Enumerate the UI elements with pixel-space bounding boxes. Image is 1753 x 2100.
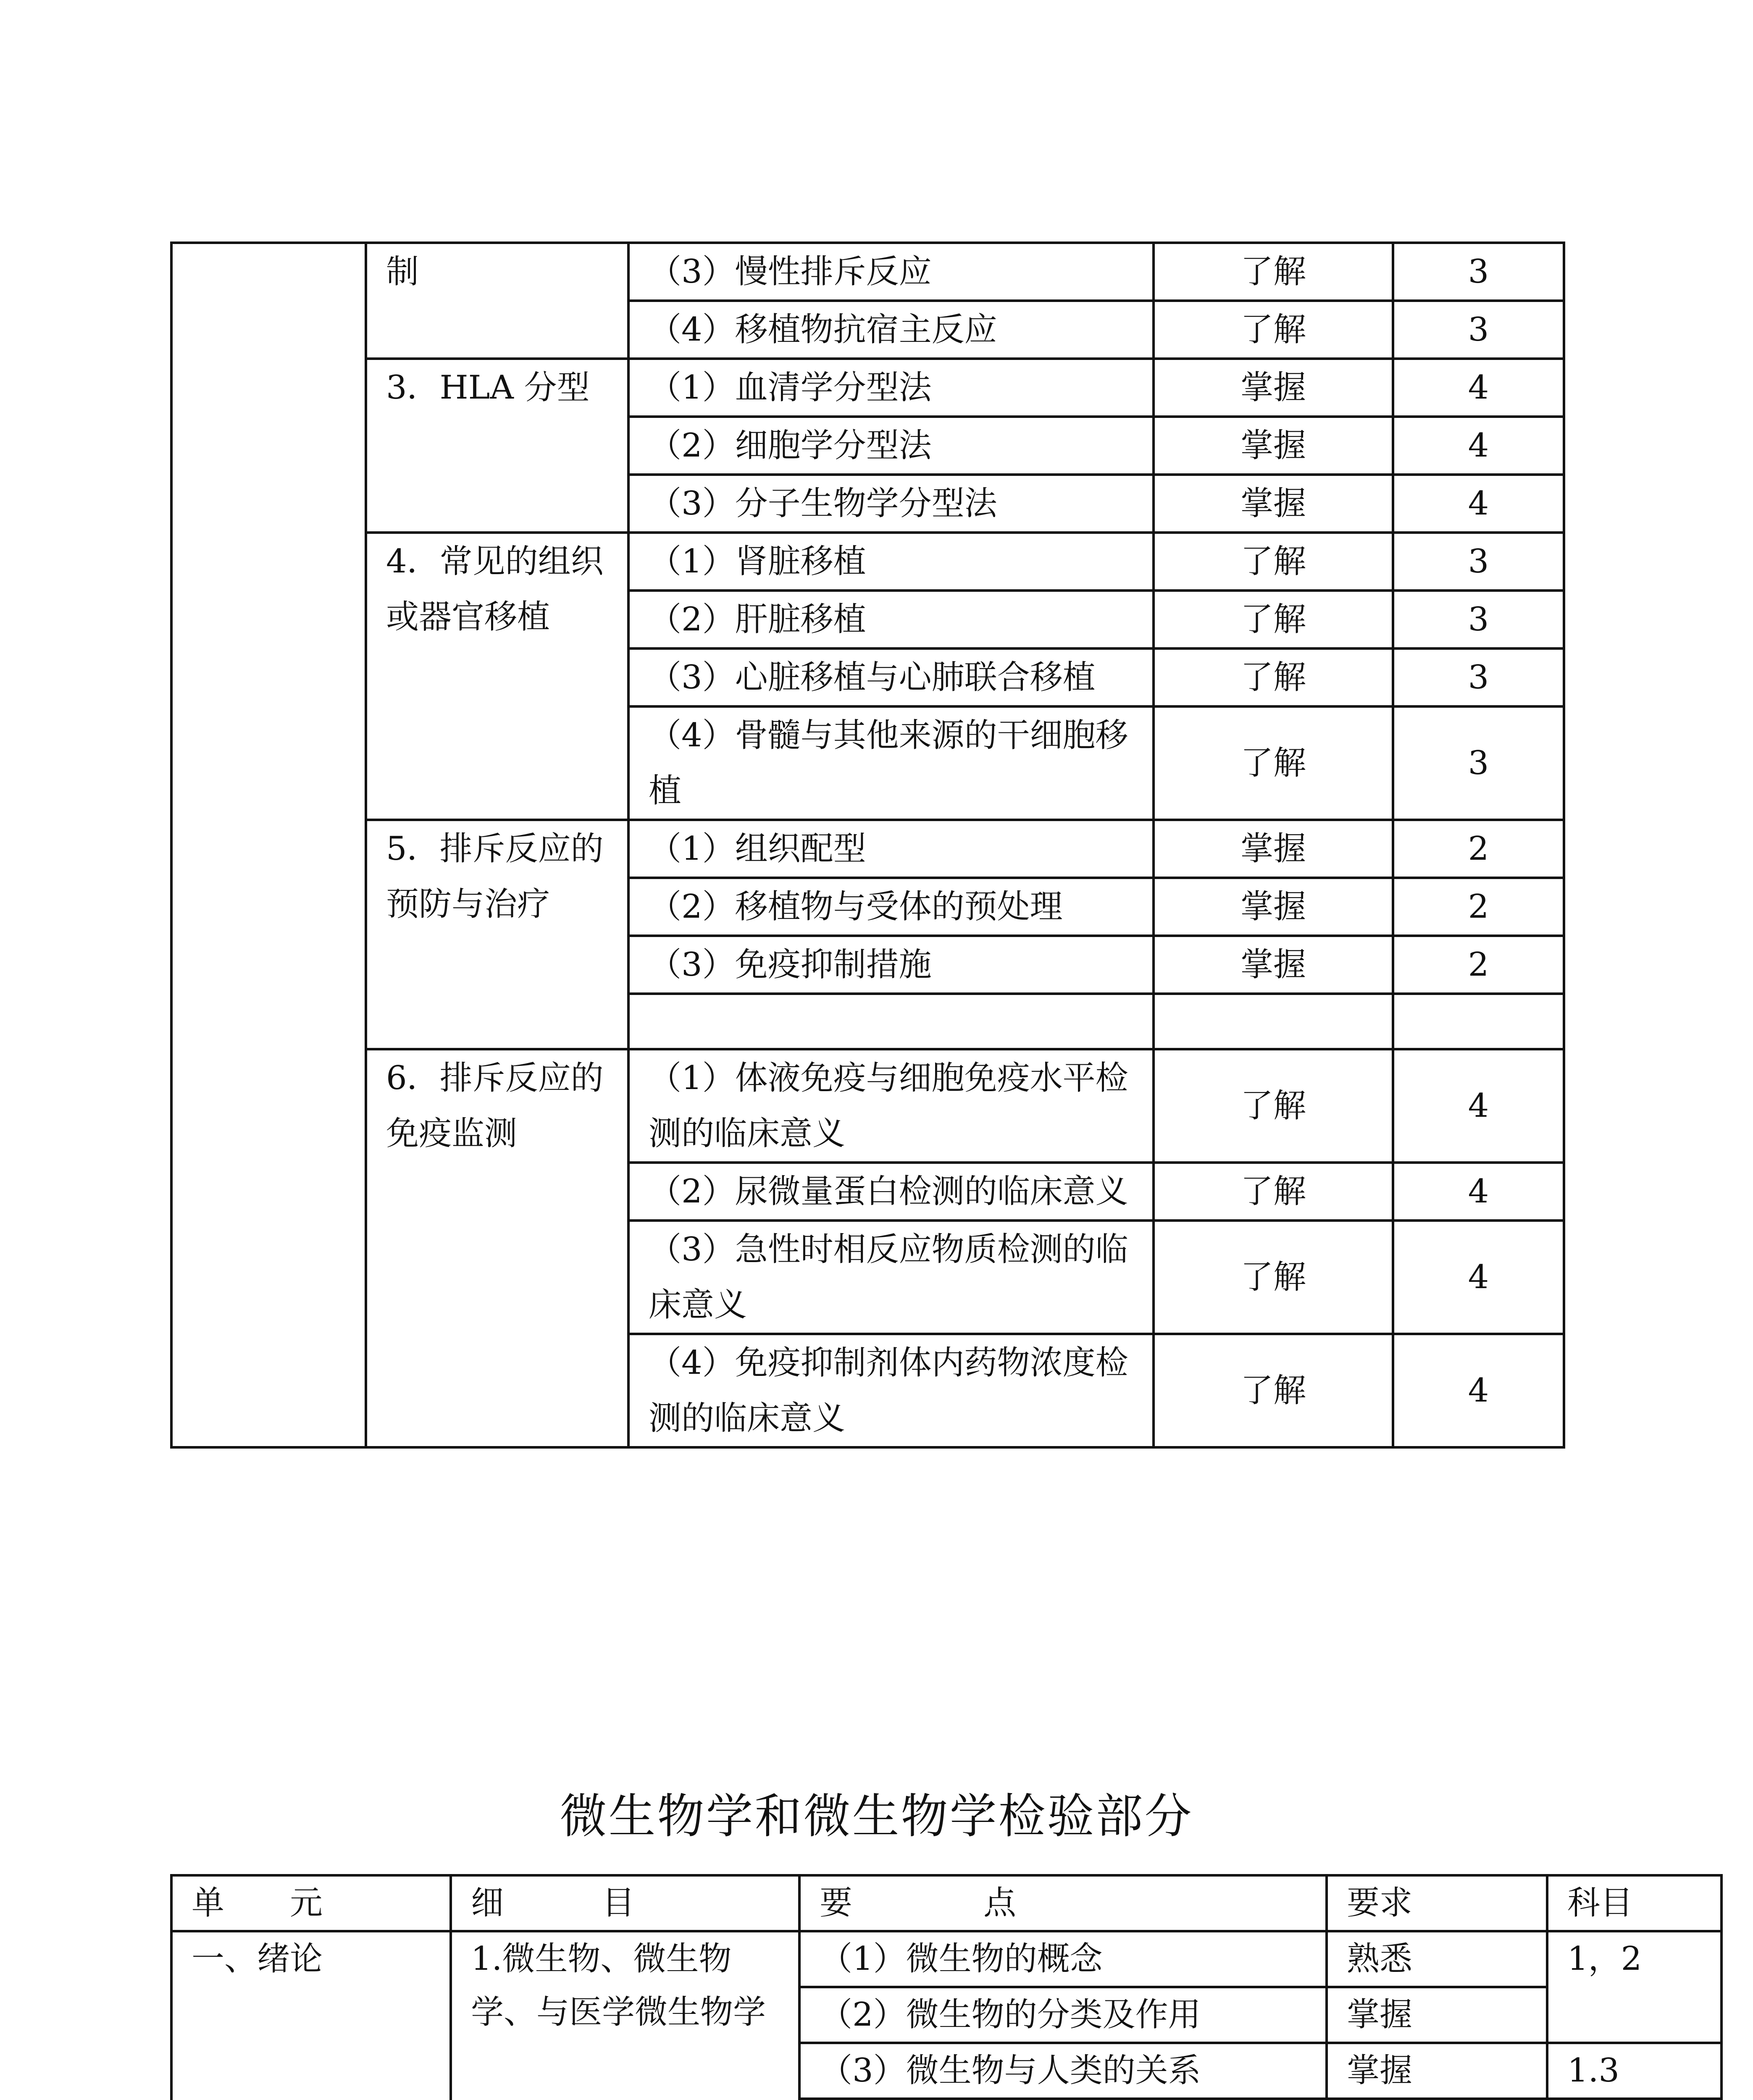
subject-cell: 3 [1393,648,1564,706]
point-cell: （1）血清学分型法 [628,359,1154,417]
point-cell: （3）急性时相反应物质检测的临床意义 [628,1221,1154,1334]
unit-cell [171,243,366,1447]
point-cell: （4）移植物抗宿主反应 [628,301,1154,359]
item-cell: 5．排斥反应的预防与治疗 [366,820,628,1049]
header-unit: 单 元 [171,1875,451,1931]
point-cell: （2）肝脏移植 [628,591,1154,648]
requirement-cell: 了解 [1154,648,1393,706]
point-cell: （2）微生物的分类及作用 [799,1987,1327,2043]
header-subject: 科目 [1547,1875,1721,1931]
subject-cell: 1.3 [1547,2043,1721,2099]
point-cell: （2）尿微量蛋白检测的临床意义 [628,1163,1154,1221]
requirement-cell: 了解 [1154,1334,1393,1447]
subject-cell: 3 [1393,706,1564,820]
subject-cell: 4 [1393,1049,1564,1163]
subject-cell: 2 [1393,820,1564,878]
microbiology-table [170,1874,1723,2100]
item-cell: 制 [366,243,628,359]
item-cell: 6．排斥反应的免疫监测 [366,1049,628,1447]
unit-cell: 一、绪论 [171,1931,451,2100]
subject-cell: 4 [1393,1163,1564,1221]
point-cell: （3）心脏移植与心肺联合移植 [628,648,1154,706]
requirement-cell: 掌握 [1154,936,1393,994]
subject-cell: 4 [1393,417,1564,475]
requirement-cell: 了解 [1154,1221,1393,1334]
transplant-immunology-table [170,242,1565,1449]
point-cell: （4）骨髓与其他来源的干细胞移植 [628,706,1154,820]
point-cell: （1）组织配型 [628,820,1154,878]
section-title: 微生物学和微生物学检验部分 [560,1789,1193,1844]
point-cell: （1）微生物的概念 [799,1931,1327,1987]
point-cell: （2）细胞学分型法 [628,417,1154,475]
subject-cell: 2 [1393,878,1564,936]
point-cell: （3）分子生物学分型法 [628,475,1154,533]
point-cell: （3）微生物与人类的关系 [799,2043,1327,2099]
requirement-cell: 了解 [1154,243,1393,301]
item-cell: 1.微生物、微生物学、与医学微生物学 [451,1931,799,2100]
point-cell: （2）移植物与受体的预处理 [628,878,1154,936]
point-cell: （3）慢性排斥反应 [628,243,1154,301]
point-cell: （1）体液免疫与细胞免疫水平检测的临床意义 [628,1049,1154,1163]
point-cell: （3）免疫抑制措施 [628,936,1154,994]
subject-cell: 4 [1393,359,1564,417]
requirement-cell: 掌握 [1327,2043,1547,2099]
requirement-cell: 了解 [1154,1163,1393,1221]
requirement-cell: 掌握 [1154,475,1393,533]
subject-cell: 2 [1393,936,1564,994]
requirement-cell: 掌握 [1154,820,1393,878]
requirement-cell: 熟悉 [1327,1931,1547,1987]
subject-cell: 4 [1393,475,1564,533]
requirement-cell: 了解 [1154,301,1393,359]
subject-cell: 4 [1393,1221,1564,1334]
subject-cell: 3 [1393,243,1564,301]
header-item: 细 目 [451,1875,799,1931]
requirement-cell: 掌握 [1154,878,1393,936]
requirement-cell: 了解 [1154,591,1393,648]
point-cell: （4）免疫抑制剂体内药物浓度检测的临床意义 [628,1334,1154,1447]
subject-cell: 3 [1393,591,1564,648]
subject-cell: 4 [1393,1334,1564,1447]
header-requirement: 要求 [1327,1875,1547,1931]
subject-cell: 3 [1393,301,1564,359]
requirement-cell: 掌握 [1327,1987,1547,2043]
subject-cell [1393,994,1564,1049]
header-point: 要 点 [799,1875,1327,1931]
item-cell: 3．HLA 分型 [366,359,628,533]
requirement-cell: 了解 [1154,706,1393,820]
subject-cell: 1，2 [1547,1931,1721,2043]
requirement-cell [1154,994,1393,1049]
subject-cell: 3 [1393,533,1564,591]
requirement-cell: 掌握 [1154,359,1393,417]
point-cell: （1）肾脏移植 [628,533,1154,591]
requirement-cell: 掌握 [1154,417,1393,475]
requirement-cell: 了解 [1154,1049,1393,1163]
requirement-cell: 了解 [1154,533,1393,591]
item-cell: 4．常见的组织或器官移植 [366,533,628,820]
point-cell [628,994,1154,1049]
